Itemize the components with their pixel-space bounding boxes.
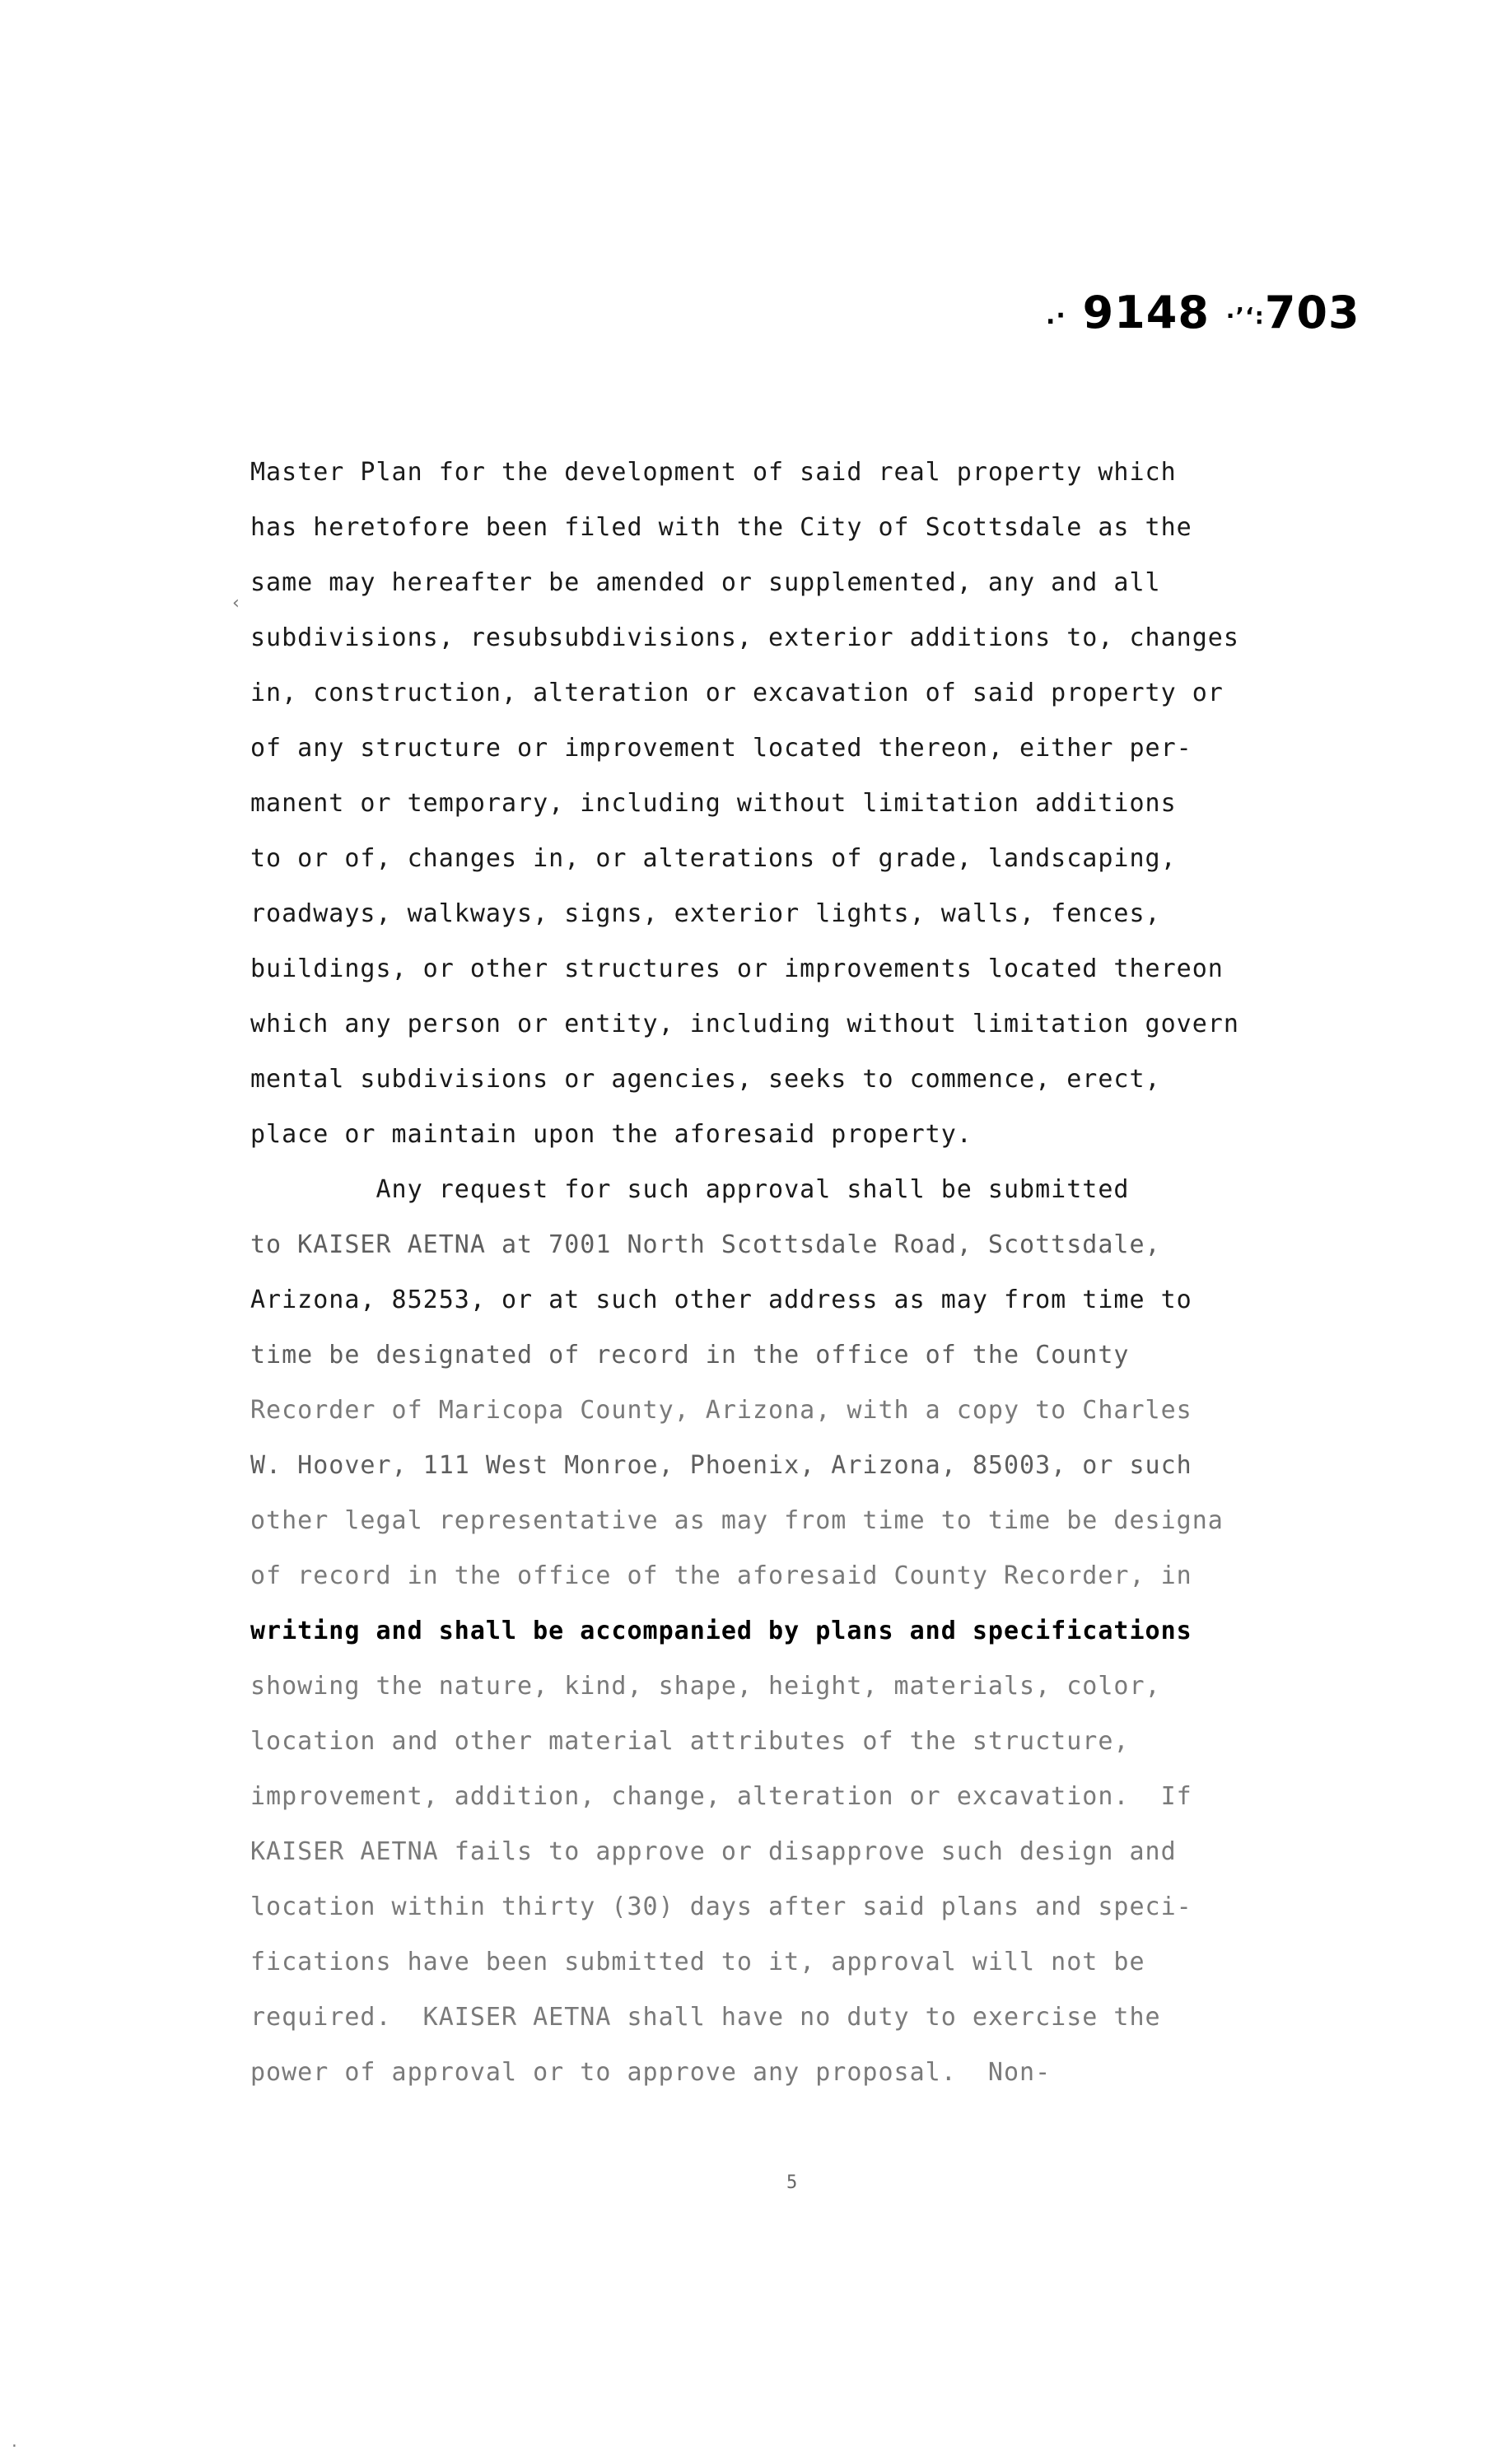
text-line: subdivisions, resubsubdivisions, exterior additions to, changes	[250, 623, 1239, 652]
bottom-left-mark: ·	[10, 2438, 19, 2455]
text-line: mental subdivisions or agencies, seeks to commence, erect,	[250, 1065, 1161, 1094]
prefix-marks: .·	[1046, 301, 1066, 330]
page-number-stamp: 703	[1264, 287, 1360, 338]
text-line: roadways, walkways, signs, exterior lights, walls, fences,	[250, 899, 1161, 928]
text-line: buildings, or other structures or improvements located thereon	[250, 954, 1224, 983]
text-line: manent or temporary, including without limitation additions	[250, 789, 1177, 818]
text-line: same may hereafter be amended or supplemented, any and all	[250, 568, 1161, 597]
text-line: has heretofore been filed with the City of Scottsdale as the	[250, 513, 1192, 542]
text-line: place or maintain upon the aforesaid property.	[250, 1120, 973, 1149]
text-line: fications have been submitted to it, approval will not be	[250, 1948, 1145, 1976]
text-line: W. Hoover, 111 West Monroe, Phoenix, Arizona, 85003, or such	[250, 1451, 1192, 1480]
text-line: Any request for such approval shall be submitted	[250, 1175, 1130, 1204]
book-number: 9148	[1082, 287, 1210, 338]
text-line: which any person or entity, including without limitation govern	[250, 1010, 1239, 1038]
recording-number	[1046, 287, 1360, 338]
text-line: of any structure or improvement located thereon, either per-	[250, 734, 1192, 763]
text-line: other legal representative as may from time to time be designa	[250, 1506, 1224, 1535]
text-line: to or of, changes in, or alterations of grade, landscaping,	[250, 844, 1177, 873]
text-line: power of approval or to approve any proposal. Non-	[250, 2058, 1052, 2087]
text-line: location within thirty (30) days after said plans and speci-	[250, 1892, 1192, 1921]
text-line: showing the nature, kind, shape, height, materials, color,	[250, 1672, 1161, 1701]
text-line: improvement, addition, change, alteration or excavation. If	[250, 1782, 1192, 1811]
left-margin-mark: ‹	[231, 593, 242, 614]
body-text	[250, 445, 1354, 2100]
text-line: location and other material attributes of the structure,	[250, 1727, 1130, 1756]
text-line: of record in the office of the aforesaid County Recorder, in	[250, 1561, 1192, 1590]
text-line: in, construction, alteration or excavation of said property or	[250, 679, 1224, 707]
text-line: time be designated of record in the office of the County	[250, 1341, 1130, 1370]
text-line: Master Plan for the development of said real property which	[250, 458, 1177, 487]
text-line: required. KAISER AETNA shall have no duty to exercise the	[250, 2003, 1161, 2032]
text-line: writing and shall be accompanied by plans and specifications	[250, 1617, 1192, 1645]
text-line: to KAISER AETNA at 7001 North Scottsdale Road, Scottsdale,	[250, 1230, 1161, 1259]
footer-page-mark: 5	[786, 2172, 798, 2193]
text-line: Arizona, 85253, or at such other address as may from time to	[250, 1286, 1192, 1314]
middle-marks: ·’‘:	[1225, 301, 1265, 329]
text-line: KAISER AETNA fails to approve or disapprove such design and	[250, 1837, 1177, 1866]
text-line: Recorder of Maricopa County, Arizona, with a copy to Charles	[250, 1396, 1192, 1425]
